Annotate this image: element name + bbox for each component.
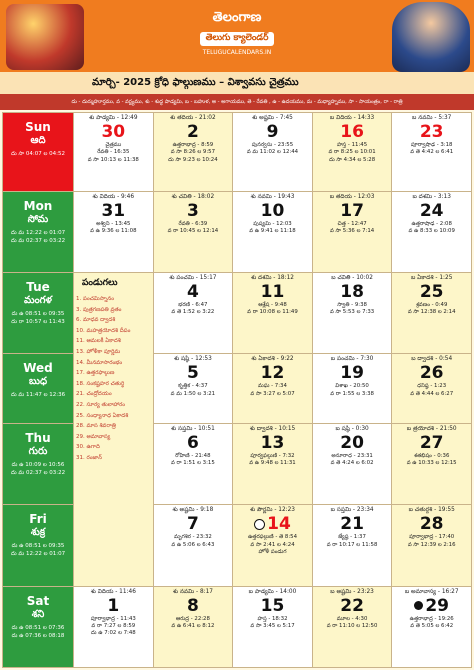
festival-item: 25. సంధ్యానాధ ఏకాదశి	[76, 412, 129, 419]
day-name-english: Mon	[23, 198, 53, 213]
panchang-line: ఉత్తరాషాఢ - 2:08	[411, 220, 452, 227]
day-name-cell	[3, 113, 74, 192]
panchang-line: రేవతి - 16:35	[97, 149, 130, 156]
day-name-english: Fri	[29, 512, 47, 527]
panchang-line: భరణి - 6:47	[178, 302, 208, 309]
panchang-line: వ సా 12:38 ల 2:14	[407, 309, 456, 316]
panchang-line: వ రా 1:51 ల 3:15	[171, 460, 215, 467]
tithi-label: శు సప్తమి - 10:51	[170, 425, 215, 432]
date-number-text: 10	[260, 200, 285, 221]
panchang-line: చిత్త - 12:47	[337, 220, 367, 227]
new-moon-icon	[414, 601, 423, 610]
panchang-line: ఉత్తరఫల్గుణి - తె 8:54	[247, 534, 298, 541]
tithi-label: బ త్రయోదశి - 21:50	[406, 425, 457, 432]
festivals-title: పండుగలు	[82, 278, 118, 289]
date-cell[interactable]	[233, 586, 313, 667]
day-name-cell	[3, 273, 74, 354]
date-cell[interactable]	[392, 505, 472, 586]
panchang-line: అనూరాధ - 23:31	[331, 452, 373, 459]
date-cell[interactable]	[153, 586, 233, 667]
tithi-label: బ షష్ఠి - 0:30	[335, 425, 369, 432]
day-name-cell	[3, 586, 74, 667]
week-row	[3, 505, 472, 586]
muhurtham-line: దు మ 12:22 ల 01:07	[10, 551, 66, 558]
panchang-line: వ ఉ 9:48 ల 11:31	[249, 460, 296, 467]
tithi-label: శు అష్టమి - 9:18	[172, 507, 214, 514]
day-name-telugu: మంగళ	[24, 295, 52, 307]
panchang-line: వ తె 1:52 ల 3:22	[171, 309, 215, 316]
muhurtham-line: దు ఉ 08:51 ల 07:36	[11, 624, 65, 631]
date-cell[interactable]	[74, 586, 154, 667]
muhurtham-line: దు మ 11:47 ల 12:36	[10, 392, 66, 399]
tithi-label: బ అష్టమి - 23:23	[330, 588, 374, 595]
date-number-text: 26	[419, 363, 444, 384]
date-number	[156, 201, 231, 221]
panchang-line: పూర్వాభాద్ర - 11:43	[90, 615, 136, 622]
panchang-line: ధనిష్ఠ - 1:23	[417, 383, 447, 390]
panchang-line: కృత్తిక - 4:37	[178, 383, 208, 390]
panchang-line: వ ఉ 5:06 ల 6:43	[171, 541, 215, 548]
date-number-text: 11	[260, 282, 285, 303]
day-name-telugu: ఆది	[30, 135, 46, 146]
panchang-line: వ ఉ 9:41 ల 11:18	[249, 228, 296, 235]
date-cell[interactable]	[153, 505, 233, 586]
tithi-label: శు పంచమి - 15:17	[169, 275, 217, 282]
date-number-text: 29	[425, 595, 450, 616]
deity-image-left	[6, 4, 84, 70]
tithi-label: బ అమావాస్య - 16:27	[404, 588, 459, 595]
date-number-text: 18	[340, 282, 364, 303]
date-number	[76, 201, 151, 221]
date-number	[235, 433, 310, 453]
date-number-text: 9	[266, 122, 279, 142]
date-number-text: 30	[101, 122, 126, 142]
muhurtham-line: దు రా 10:57 ల 11:43	[11, 319, 65, 326]
muhurtham-line: దు మ 02:37 ల 03:22	[10, 469, 66, 476]
festival-item: 1. పంచమిస్నానం	[76, 296, 115, 303]
panchang-line: జ్యేష్ఠ - 1:37	[338, 534, 366, 541]
festival-item: 17. ఉత్తరఫాల్గుణ	[76, 370, 115, 377]
panchang-line: వ సా 2:41 ల 4:24	[250, 541, 295, 548]
date-number-text: 5	[186, 363, 199, 384]
date-number	[394, 201, 469, 221]
week-row	[3, 191, 472, 272]
date-cell[interactable]	[392, 586, 472, 667]
panchang-line: చైత్రము	[105, 142, 122, 148]
panchang-line: ఆరుద్ర - 22:28	[175, 615, 210, 622]
panchang-line: విశాఖ - 20:50	[335, 383, 369, 390]
date-number	[156, 282, 231, 302]
date-number	[235, 363, 310, 383]
date-number-text: 8	[186, 595, 199, 616]
full-moon-icon	[254, 519, 265, 530]
day-muhurtham-info	[5, 150, 71, 158]
date-cell[interactable]	[233, 505, 313, 586]
tithi-label: శు ఏకాదశి - 9:22	[251, 356, 294, 363]
date-cell[interactable]	[233, 423, 313, 504]
tithi-label: శు విదియ - 9:46	[92, 193, 135, 200]
day-muhurtham-info	[5, 391, 71, 399]
date-cell[interactable]	[312, 505, 392, 586]
panchang-line: వ సా 5:53 ల 7:33	[329, 309, 375, 316]
tithi-label: బ సప్తమి - 23:34	[330, 507, 374, 514]
day-name-telugu: గురు	[28, 445, 48, 457]
tithi-label: బ దశమి - 3:13	[412, 193, 451, 200]
day-muhurtham-info	[5, 461, 71, 477]
date-number	[156, 122, 231, 142]
date-number	[156, 596, 231, 616]
tithi-label: బ పాడ్యమి - 14:00	[248, 588, 297, 595]
panchang-line: వ రా 11:10 ల 12:50	[326, 623, 378, 629]
panchang-line: ఆశ్లేష - 9:48	[258, 302, 287, 309]
tithi-label: బ విదియ - 14:33	[329, 115, 375, 121]
panchang-line: హస్త - 11:45	[337, 142, 368, 148]
panchang-line: దు సా 4:34 ల 5:28	[329, 156, 376, 163]
day-name-english: Sun	[25, 120, 51, 134]
muhurtham-line: దు ఉ 10:09 ల 10:56	[11, 461, 65, 468]
day-name-english: Thu	[25, 430, 51, 445]
date-number-text: 23	[419, 122, 444, 142]
tithi-label: బ చవితి - 10:02	[331, 275, 373, 282]
tithi-label: శు అష్టమి - 7:45	[252, 115, 293, 121]
tithi-label: శు నవమి - 8:17	[172, 588, 213, 595]
panchang-line: వ సా 3:27 ల 5:07	[250, 390, 295, 397]
festival-item: 21. చంద్రోదయం	[76, 391, 112, 398]
week-row	[3, 423, 472, 504]
header-banner	[0, 0, 474, 72]
tithi-label: బ నవమి - 5:37	[412, 115, 452, 121]
panchang-line: వ తె 4:44 ల 6:27	[410, 390, 454, 397]
date-number-text: 20	[340, 432, 364, 453]
panchang-line: మృగశిర - 23:32	[173, 534, 212, 541]
panchang-line: పుష్యమి - 12:03	[253, 220, 292, 227]
muhurtham-line: దు ఉ 08:51 ల 09:35	[11, 311, 65, 318]
date-number	[235, 514, 310, 534]
panchang-line: స్వాతి - 9:38	[337, 302, 367, 309]
panchang-line: శతభిషం - 0:36	[414, 452, 450, 459]
date-number	[394, 363, 469, 383]
date-number	[315, 433, 390, 453]
date-cell[interactable]	[392, 273, 472, 354]
logo-title: తెలంగాణ	[212, 10, 262, 25]
date-number	[235, 122, 310, 142]
abbreviation-legend: దు - దుర్ముహూర్తము, వ - వర్జ్యము, శు - శుద్ధ పాడ్యమి, బ - బహుళ, అ - అగాయము, తె - రేవతి , ఉ - ఉదయము, మ - మధ్యాహ్నము, సా - సాయంత్రం, రా - రాత్రి	[0, 94, 474, 110]
date-cell[interactable]	[312, 273, 392, 354]
panchang-line: పూర్వాషాఢ - 3:18	[410, 142, 453, 148]
panchang-line: వ సా 5:36 ల 7:14	[329, 228, 375, 235]
panchang-line: రోహిణి - 21:48	[175, 452, 211, 459]
panchang-line: పూర్వఫల్గుణి - 7:32	[250, 452, 295, 459]
panchang-line: దు సా 9:23 ల 10:24	[168, 156, 218, 163]
date-cell[interactable]	[74, 113, 154, 192]
date-number	[235, 282, 310, 302]
week-row	[3, 113, 472, 192]
date-cell[interactable]	[233, 354, 313, 424]
date-cell[interactable]	[153, 354, 233, 424]
day-name-telugu: బుధ	[28, 376, 48, 388]
panchang-line: వ తె 4:42 ల 6:41	[410, 149, 454, 156]
festival-item: 22. సూర్య తులాహారం	[76, 401, 126, 408]
day-name-telugu: శుక్ర	[30, 527, 46, 539]
date-cell[interactable]	[312, 423, 392, 504]
date-number-text: 25	[419, 282, 444, 303]
panchang-line: వ రా 8:25 ల 10:01	[328, 149, 376, 156]
date-number-text: 16	[340, 122, 364, 142]
day-muhurtham-info	[5, 229, 71, 245]
date-number-text: 19	[340, 363, 364, 384]
muhurtham-line: దు సా 04:07 ల 04:52	[10, 151, 66, 157]
day-name-cell	[3, 423, 74, 504]
panchang-line: దు ఉ 7:02 ల 7:48	[90, 630, 136, 637]
tithi-label: శు షష్ఠి - 12:53	[173, 356, 212, 363]
date-cell[interactable]	[153, 191, 233, 272]
logo	[173, 10, 301, 56]
tithi-label: శు విదియ - 11:46	[90, 588, 136, 595]
festival-item: 29. అమావాస్య	[76, 433, 111, 440]
panchang-line: శ్రవణం - 0:49	[415, 302, 448, 309]
date-number	[235, 596, 310, 616]
panchang-line: రేవతి - 6:39	[178, 220, 208, 227]
date-number-text: 22	[340, 595, 364, 616]
panchang-line: మఘ - 7:34	[258, 383, 287, 390]
panchang-line: హోళీ పండుగ	[258, 549, 287, 556]
date-number	[394, 596, 469, 616]
date-cell[interactable]	[153, 113, 233, 192]
date-number-text: 1	[107, 595, 120, 616]
date-cell[interactable]	[392, 354, 472, 424]
date-number-text: 17	[340, 200, 364, 221]
panchang-line: వ రా 1:55 ల 3:38	[330, 390, 374, 397]
panchang-line: హస్త - 18:32	[257, 615, 288, 622]
festival-item: 31. రంజాన్	[76, 454, 102, 461]
date-number-text: 31	[101, 200, 126, 221]
panchang-line: వ సా 8:26 ల 9:57	[170, 149, 216, 156]
panchang-line: వ రా 10:45 ల 12:14	[167, 228, 219, 235]
muhurtham-line: దు మ 12:22 ల 01:07	[10, 229, 66, 236]
date-number-text: 13	[260, 432, 285, 453]
panchang-line: ఉత్తరాభాద్ర - 8:59	[172, 142, 214, 148]
date-number	[315, 122, 390, 142]
date-number-text: 28	[419, 514, 444, 535]
date-number	[315, 201, 390, 221]
date-number-text: 7	[186, 514, 199, 535]
date-number	[315, 596, 390, 616]
date-number-text: 27	[419, 432, 444, 453]
festival-item: 11. ఆమలకీ ఏకాదశి	[76, 338, 121, 345]
panchang-line: వ ఉ 8:33 ల 10:09	[408, 228, 455, 235]
date-number	[394, 433, 469, 453]
date-number	[76, 122, 151, 142]
week-row	[3, 354, 472, 424]
date-number	[156, 514, 231, 534]
tithi-label: శు పౌర్ణమి - 12:23	[249, 507, 295, 514]
date-number	[394, 514, 469, 534]
day-name-english: Sat	[26, 593, 50, 608]
festival-item: 18. సంకష్టహర చతుర్థి	[76, 380, 125, 387]
panchang-line: వ ఉ 9:36 ల 11:08	[90, 228, 137, 235]
festival-item: 14. మీనమాసారంభం	[76, 359, 123, 366]
calendar-grid	[2, 112, 472, 668]
date-number-text: 4	[186, 282, 199, 303]
muhurtham-line: దు మ 02:37 ల 03:22	[10, 237, 66, 244]
logo-url: TELUGUCALENDARS.IN	[202, 49, 272, 56]
tithi-label: శు దశమి - 18:12	[251, 275, 294, 282]
date-cell[interactable]	[312, 586, 392, 667]
date-cell[interactable]	[392, 191, 472, 272]
date-cell[interactable]	[392, 423, 472, 504]
date-number	[156, 433, 231, 453]
panchang-line: వ సా 10:13 ల 11:38	[87, 156, 139, 163]
festival-item: 10. మహత్రయోదశి దీపం	[76, 327, 131, 334]
date-number	[76, 596, 151, 616]
date-cell[interactable]	[233, 273, 313, 354]
date-cell[interactable]	[312, 113, 392, 192]
muhurtham-line: దు ఉ 07:36 ల 08:18	[11, 632, 65, 639]
panchang-line: వ తె 5:05 ల 6:42	[410, 623, 454, 629]
festival-item: 3. పుత్రగణపతి వ్రతం	[76, 306, 122, 313]
tithi-label: బ ఏకాదశి - 1:25	[410, 275, 453, 282]
date-number	[315, 363, 390, 383]
date-cell[interactable]	[74, 191, 154, 272]
panchang-line: అశ్విని - 13:45	[96, 220, 131, 227]
day-name-telugu: శని	[31, 608, 45, 620]
date-number-text: 15	[260, 595, 285, 616]
date-cell[interactable]	[233, 191, 313, 272]
date-number-text: 6	[186, 432, 199, 453]
panchang-line: వ మ 1:50 ల 3:21	[170, 390, 216, 397]
panchang-line: వ సా 3:45 ల 5:17	[250, 623, 295, 629]
day-name-english: Tue	[26, 280, 50, 295]
date-number	[394, 122, 469, 142]
festival-item: 30. ఉగాది	[76, 444, 100, 451]
festival-item: 28. మాస శివరాత్రి	[76, 423, 116, 430]
logo-subtitle: తెలుగు క్యాలెండర్	[200, 32, 275, 46]
panchang-line: వ రా 7:27 ల 8:59	[91, 623, 136, 629]
tithi-label: బ ద్వాదశి - 0:54	[411, 356, 453, 363]
date-number	[394, 282, 469, 302]
panchang-line: పూర్వాభాద్ర - 17:40	[409, 534, 455, 541]
festival-item: 13. హోళీకా పూర్ణిమ	[76, 349, 121, 356]
date-number-text: 24	[419, 200, 444, 221]
date-cell[interactable]	[153, 273, 233, 354]
date-number-text: 3	[186, 200, 199, 221]
day-muhurtham-info	[5, 624, 71, 640]
day-name-english: Wed	[23, 361, 53, 376]
date-number	[315, 282, 390, 302]
panchang-line: పునర్వసు - 23:55	[251, 142, 294, 148]
panchang-line: ఉత్తరాభాద్ర - 19:26	[409, 615, 454, 622]
week-row	[3, 586, 472, 667]
date-number-text: 21	[340, 514, 364, 535]
tithi-label: శు చవితి - 18:02	[171, 193, 215, 200]
date-number-text: 12	[260, 363, 285, 384]
day-name-cell	[3, 354, 74, 424]
date-cell[interactable]	[312, 354, 392, 424]
tithi-label: శు పాడ్యమి - 12:49	[89, 115, 138, 121]
panchang-line: వ తె 4:24 ల 6:02	[330, 460, 374, 467]
muhurtham-line: దు ఉ 08:51 ల 09:35	[11, 543, 65, 550]
tithi-label: బ పంచమి - 7:30	[330, 356, 374, 363]
tithi-label: బ చతుర్దశి - 19:55	[408, 507, 455, 514]
date-cell[interactable]	[233, 113, 313, 192]
day-name-cell	[3, 191, 74, 272]
tithi-label: శు నవమి - 19:43	[250, 193, 295, 200]
date-number	[235, 201, 310, 221]
date-cell[interactable]	[312, 191, 392, 272]
panchang-line: వ మ 11:02 ల 12:44	[246, 149, 299, 156]
tithi-label: శు ద్వాదశి - 10:15	[249, 425, 296, 432]
festivals-panel	[74, 273, 154, 587]
day-muhurtham-info	[5, 310, 71, 326]
date-number-text: 2	[186, 122, 199, 142]
panchang-line: వ సా 12:39 ల 2:16	[407, 541, 456, 548]
day-name-cell	[3, 505, 74, 586]
date-cell[interactable]	[392, 113, 472, 192]
day-name-telugu: సోమ	[27, 213, 49, 225]
tithi-label: బ తదియ - 12:03	[329, 193, 375, 200]
date-number	[315, 514, 390, 534]
deity-image-right	[392, 2, 470, 72]
date-number-text: 14	[267, 514, 291, 535]
panchang-line: వ ఉ 6:41 ల 8:12	[171, 623, 215, 629]
day-muhurtham-info	[5, 542, 71, 558]
date-cell[interactable]	[153, 423, 233, 504]
tithi-label: శు తదియ - 21:02	[170, 115, 216, 121]
panchang-line: వ రా 10:17 ల 11:58	[326, 541, 378, 548]
panchang-line: వ రా 10:08 ల 11:49	[247, 309, 298, 316]
festival-item: 6. మాధవ ద్వాదశి	[76, 317, 116, 324]
date-number	[156, 363, 231, 383]
panchang-line: వ ఉ 10:33 ల 12:15	[406, 460, 457, 467]
panchang-line: మూల - 4:30	[336, 615, 368, 622]
week-row	[3, 273, 472, 354]
month-title: మార్చి- 2025 క్రోధి ఫాల్గుణము – విశ్వావసు చైత్రము	[0, 72, 474, 94]
